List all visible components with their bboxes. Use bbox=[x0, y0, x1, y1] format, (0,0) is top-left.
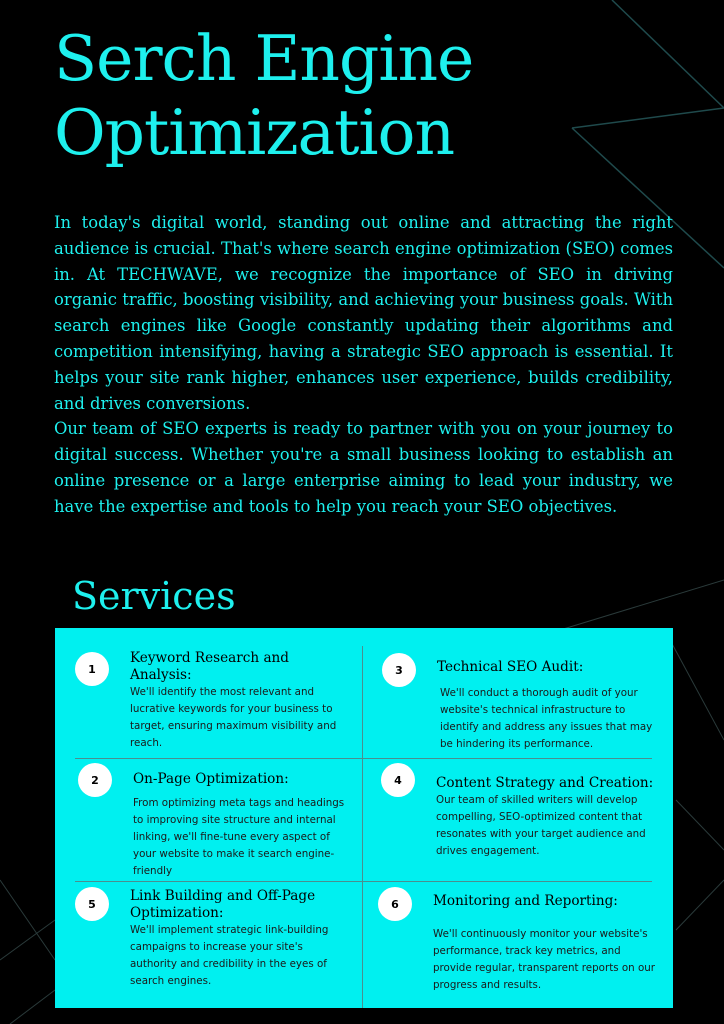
intro-paragraph-1: In today's digital world, standing out online and attracting the right audience is crucial. That's where search engine optimization (SEO) comes in. At TECHWAVE, we recognize the importance of SEO in driving organic traffic, boosting visibility, and achieving your business goals. With search engines like Google constantly updating their algorithms and competition intensifying, having a strategic SEO approach is essential. It helps your site rank higher, enhances user experience, builds credibility, and drives conversions. bbox=[54, 213, 673, 413]
column-divider bbox=[362, 646, 363, 1008]
service-title: Link Building and Off-Page Optimization: bbox=[130, 888, 316, 921]
service-number-badge: 5 bbox=[75, 887, 109, 921]
service-description: We'll conduct a thorough audit of your website's technical infrastructure to identify and address any issues that may be hindering its performance. bbox=[440, 687, 653, 750]
service-title: Technical SEO Audit: bbox=[437, 659, 584, 675]
service-description: From optimizing meta tags and headings to improving site structure and internal linking, we'll fine-tune every aspect of your website to make it search engine-friendly bbox=[133, 797, 345, 877]
service-number-badge: 2 bbox=[78, 763, 112, 797]
service-description: Our team of skilled writers will develop compelling, SEO-optimized content that resonates with your target audience and drives engagement. bbox=[436, 794, 646, 857]
service-card-technical-audit bbox=[437, 659, 655, 753]
service-title: On-Page Optimization: bbox=[133, 771, 289, 787]
page-title bbox=[54, 22, 694, 170]
service-number-badge: 6 bbox=[378, 887, 412, 921]
service-card-monitoring bbox=[433, 893, 657, 994]
row-divider-1 bbox=[75, 758, 652, 759]
title-line-2: Optimization bbox=[54, 96, 455, 169]
row-divider-2 bbox=[75, 881, 652, 882]
intro-text bbox=[54, 210, 673, 520]
service-title: Content Strategy and Creation: bbox=[436, 775, 654, 791]
service-description: We'll implement strategic link-building campaigns to increase your site's authority and credibility in the eyes of search engines. bbox=[130, 924, 329, 987]
service-number-badge: 1 bbox=[75, 652, 109, 686]
service-card-on-page bbox=[133, 771, 348, 880]
service-title: Monitoring and Reporting: bbox=[433, 893, 618, 909]
service-description: We'll continuously monitor your website's performance, track key metrics, and provide regular, transparent reports on our progress and results. bbox=[433, 928, 656, 991]
services-panel bbox=[55, 628, 673, 1008]
service-card-content-strategy bbox=[436, 775, 658, 860]
service-card-keyword-research bbox=[130, 650, 340, 752]
service-description: We'll identify the most relevant and lucrative keywords for your business to target, ensuring maximum visibility and reach. bbox=[130, 686, 337, 749]
service-number-badge: 3 bbox=[382, 653, 416, 687]
services-heading: Services bbox=[72, 574, 236, 618]
title-line-1: Serch Engine bbox=[54, 22, 474, 95]
service-number-badge: 4 bbox=[381, 763, 415, 797]
service-title: Keyword Research and Analysis: bbox=[130, 650, 290, 683]
intro-paragraph-2: Our team of SEO experts is ready to partner with you on your journey to digital success. Whether you're a small business looking to establish an online presence or a large enterprise aiming to lead your industry, we have the expertise and tools to help you reach your SEO objectives. bbox=[54, 419, 673, 516]
service-card-link-building bbox=[130, 888, 340, 990]
